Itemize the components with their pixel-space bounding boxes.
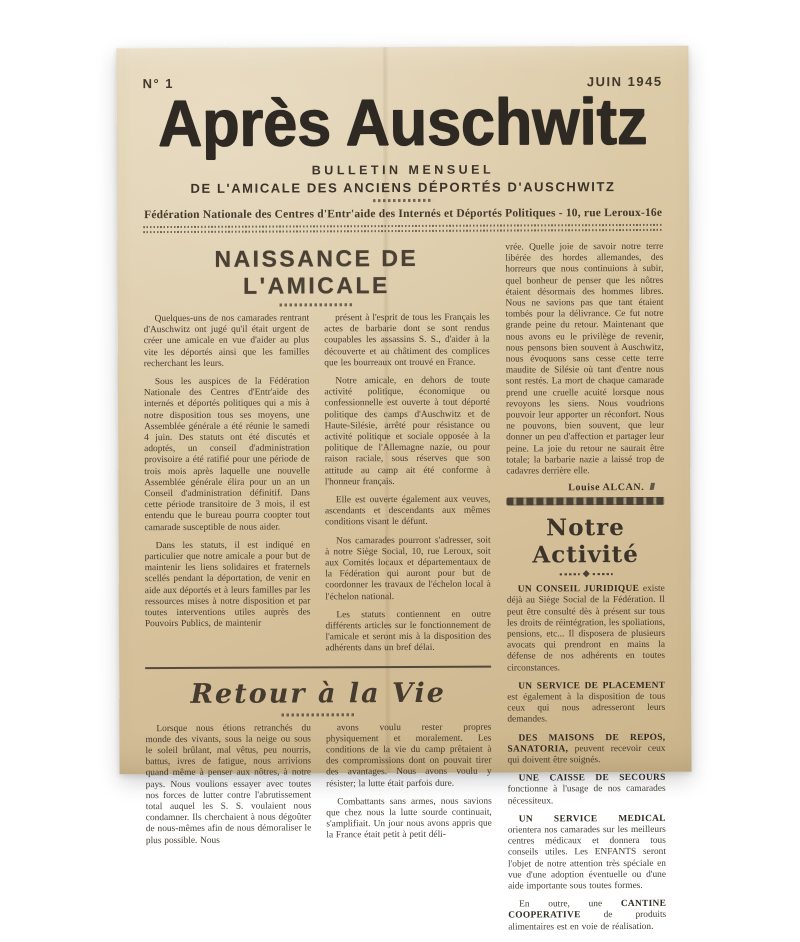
newspaper-title: Après Auschwitz xyxy=(157,84,648,161)
article-paragraph: Les statuts contiennent en outre différents articles sur le fonctionnement de l'amicale et seront mis à la disposition des adhérents dans un bref délai. xyxy=(325,609,492,654)
ornament-dashes xyxy=(281,713,355,716)
left-two-column-area xyxy=(143,243,492,942)
article-paragraph: Lorsque nous étions retranchés du monde des vivants, sous la neige ou sous le soleil brûlant, mal vêtus, peu nourris, battus, ivres de fatigue, nous arrivions quand même à penser aux nôtres, à notre pays. Nous voulions essayer avec toutes nos forces de lutter contre l'abrutissement total auquel les S. S. voulaient nous condamner. Ils cherchaient à nous dégoûter de nous-mêmes afin de nous démoraliser le plus possible. Nous xyxy=(145,723,312,846)
activity-paragraph: UNE CAISSE DE SECOURS fonctionne à l'usage de nos camarades nécessiteux. xyxy=(507,773,666,807)
right-column xyxy=(505,242,666,941)
article-paragraph: Combattants sans armes, nous savions que chez nous la lutte sourde continuait, s'amplifiait. Un jour nous avons appris que la France était petit à petit déli- xyxy=(326,796,492,841)
ornament-dashes xyxy=(373,199,433,202)
article-naissance xyxy=(143,245,491,663)
retour-column-1 xyxy=(145,723,311,854)
article-paragraph: Nos camarades pourront s'adresser, soit à notre Siège Social, 10, rue Leroux, soit aux Comités locaux et départementaux de la Fédération qui auront pour but de coordonner les travaux de l'échelon local à l'échelon national. xyxy=(325,535,491,602)
page-body xyxy=(143,242,666,942)
article-paragraph: Quelques-uns de nos camarades rentrant d'Auschwitz ont jugé qu'il était urgent de créer une amicale en vue d'aider au plus vite les déportés ainsi que les familles recherchant les leurs. xyxy=(143,313,310,369)
activity-paragraph: UN CONSEIL JURIDIQUE existe déjà au Siège Social de la Fédération. Il peut être consulté dès à présent sur tous les droits de réintégration, les spoliations, pensions, etc... Il disposera de plusieurs avocats qui prendront en mains la défense de nos adhérents en toutes circonstances. xyxy=(506,584,666,674)
section-divider-rule xyxy=(145,665,491,669)
retour-columns xyxy=(145,722,492,854)
article-paragraph: Notre amicale, en dehors de toute activité politique, économique ou confessionnelle est ouverte à tout déporté politique des camps d'Auschwitz et de Haute-Silésie, arrêté pour résistance ou activité politique et sociale opposée à la politique de l'Allemagne nazie, ou pour raison raciale, sous réserves que son attitude au camp ait été conforme à l'honneur français. xyxy=(324,375,491,488)
article-paragraph: Dans les statuts, il est indiqué en particulier que notre amicale a pour but de maintenir les liens solidaires et fraternels scellés pendant la déportation, de venir en aide aux déportés et à leurs familles par les ressources mises à notre disposition et par toutes interventions utiles auprès des Pouvoirs Publics, de maintenir xyxy=(144,540,311,630)
naissance-column-1 xyxy=(144,313,311,662)
newspaper-page xyxy=(116,46,691,933)
author-signature: Louise ALCAN. xyxy=(506,482,664,494)
activity-paragraph: En outre, une CANTINE COOPERATIVE de produits alimentaires est en voie de réalisation. xyxy=(508,899,667,933)
article-paragraph: avons voulu rester propres physiquement et moralement. Les conditions de la vie du camp prêtaient à des compromissions dont on pouvait tirer des avantages. Nous avons voulu y résister; la lutte était parfois dure. xyxy=(325,722,492,789)
retour-continuation-paragraph: vrée. Quelle joie de savoir notre terre libérée des hordes allemandes, des horreurs que nous continuions à subir, quel bonheur de penser que les nôtres étaient désormais des hommes libres. Nous ne savions pas que tant étaient tombés pour la délivrance. Ce fut notre grande peine du retour. Maintenant que nous avons eu le privilège de revenir, nous pensons bien souvent à Auschwitz, nous évoquons sans cesse cette terre maudite de Silésie où tant d'entre nous sont restés. La mort de chaque camarade prend une cruelle acuité lorsque nous revoyons les siens. Nous voudrions pouvoir leur apporter un réconfort. Nous ne pouvons, bien souvent, que leur donner un peu d'affection et partager leur peine. La joie du retour ne saurait être totale; la barbarie nazie a laissé trop de cadavres derrière elle. xyxy=(505,241,665,477)
ink-mark xyxy=(650,483,655,490)
ornament-diamond xyxy=(507,571,665,577)
retour-column-2 xyxy=(326,722,492,853)
ornament-dashes xyxy=(280,303,354,306)
issue-date: JUIN 1945 xyxy=(586,73,663,90)
subtitle-amicale: DE L'AMICALE DES ANCIENS DÉPORTÉS D'AUSCHWITZ xyxy=(190,179,616,196)
article-title-activite: Notre Activité xyxy=(532,514,639,569)
issue-number: N° 1 xyxy=(142,76,175,92)
activity-paragraph: UN SERVICE DE PLACEMENT est également à la disposition de tous ceux qui nous adresseront leurs demandes. xyxy=(507,680,666,725)
article-paragraph: Elle est ouverte également aux veuves, ascendants et descendants aux mêmes conditions visant le défunt. xyxy=(324,494,491,528)
federation-address-line: Fédération Nationale des Centres d'Entr'aide des Internés et Déportés Politiques - 10, rue Leroux-16e xyxy=(144,206,663,222)
article-title-retour: Retour à la Vie xyxy=(190,677,446,710)
article-paragraph: présent à l'esprit de tous les Français les actes de barbarie dont se sont rendus coupables les assassins S. S., d'aider à la découverte et au châtiment des complices que les bourreaux ont trouvé en France. xyxy=(324,312,490,369)
naissance-columns xyxy=(144,313,492,663)
article-paragraph: Sous les auspices de la Fédération Nationale des Centres d'Entr'aide des internés et déportés politiques qui a mis à notre disposition tous ses moyens, une Assemblée générale a été réunie le samedi 4 juin. Des statuts ont été discutés et adoptés, un conseil d'administration provisoire a été ratifié pour une période de trois mois après laquelle une nouvelle Assemblée générale élira pour un an un Conseil d'administration définitif. Dans cette période transitoire de 3 mois, il est entendu que le bureau pourra coopter tout camarade susceptible de nous aider. xyxy=(143,376,310,533)
article-title-naissance: NAISSANCE DE L'AMICALE xyxy=(214,244,419,299)
double-dashed-rule xyxy=(143,224,663,233)
activity-paragraph: DES MAISONS DE REPOS, SANATORIA, peuvent recevoir ceux qui doivent être soignés. xyxy=(507,732,666,766)
article-activite xyxy=(506,514,666,933)
article-retour xyxy=(145,677,492,854)
activity-paragraph: UN SERVICE MEDICAL orientera nos camarades sur les meilleurs centres médicaux et donnera tous conseils utiles. Les ENFANTS seront l'objet de notre attention très spéciale en vue d'une adoption éventuelle ou d'une aide importante sous toutes formes. xyxy=(507,813,667,892)
ornament-chain-rule xyxy=(506,497,664,506)
subtitle-bulletin: BULLETIN MENSUEL xyxy=(311,162,495,178)
naissance-column-2 xyxy=(324,313,491,662)
